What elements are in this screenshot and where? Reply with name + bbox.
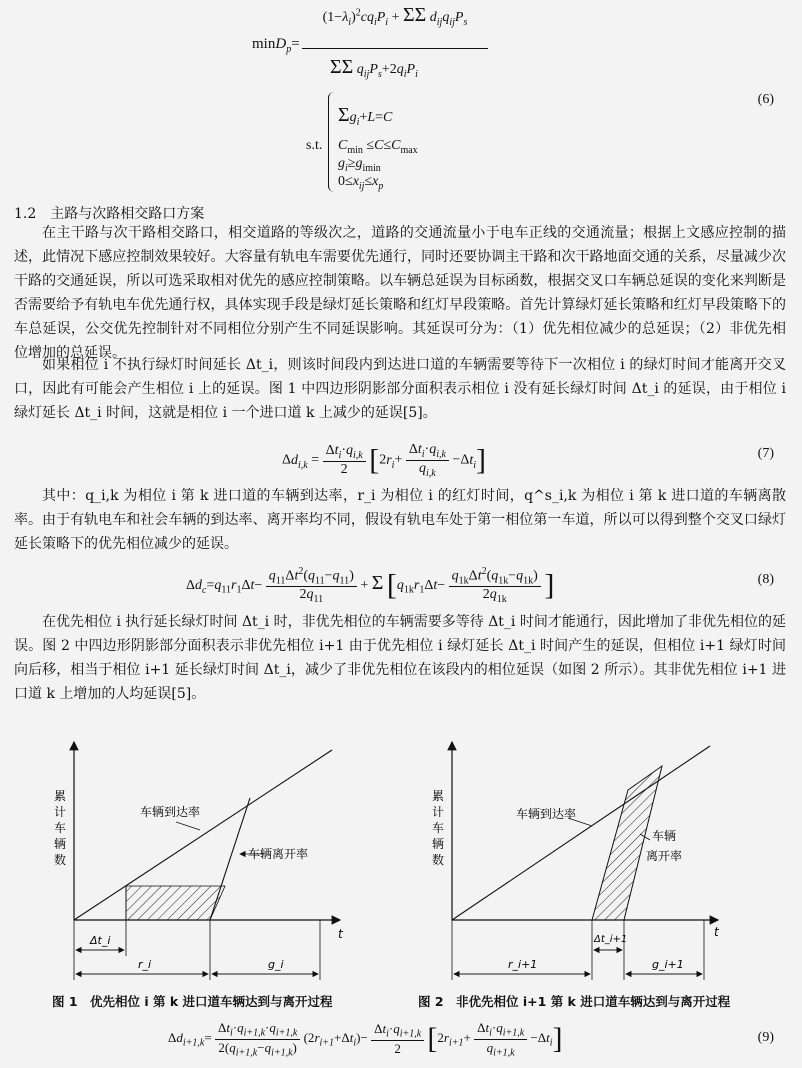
fig2-dt-label: Δt_i+1 [594,934,628,945]
fig2-ylabel-5: 数 [432,853,445,867]
eq6-st-label: s.t. [306,138,323,153]
eq6-numerator: $(1-\lambda_i)^2cq_iP_i + \Sigma\Sigma$ $d_{ij}q_{ij}P_s$ [322,4,468,28]
eq9-number: (9) [757,1030,774,1045]
fig1-arrival-label: 车辆到达率 [140,805,201,819]
fig2-t-label: t [714,925,719,939]
fig2-r-label: r_i+1 [508,958,538,971]
equation-6 [0,0,802,200]
fig1-ylabel-2: 计 [54,805,67,819]
fig2-g-label: g_i+1 [652,958,684,971]
equation-8: $\Delta d_c=q_{11}r_1\Delta t-$ $\frac{q_{11}\Delta t^2(q_{11}-q_{11})}{2q_{11}}$ + Σ [$q_{1k}r_1\Delta t-$ $\frac{q_{1k}\Delta t^2(q_{1k}-q_{1k})}{2q_{1k}}$ ] (8) [186,566,774,606]
fig2-ylabel-1: 累 [432,789,445,803]
fig1-g-label: g_i [268,958,284,971]
equation-9: $\Delta d_{i+1,k}=$ $\frac{\Delta t_i\cdot q_{i+1,k}\cdot q_{i+1,k}}{2(q_{i+1,k}-q_{i+1,k})}$ $(2r_{i+1}+\Delta t_i)-$ $\frac{\Delta t_i\cdot q_{i+1,k}}{2}$ [$2r_{i+1}+$ $\frac{\Delta t_i\cdot q_{i+1,k}}{q_{i+1,k}}$ $-\Delta t_i$] (9) [168,1020,774,1059]
figure-2 [418,730,738,990]
fig1-hatched-region [126,886,225,920]
eq7-number: (7) [757,446,774,461]
fig2-departure-label-2: 离开率 [646,849,683,863]
eq6-constraint-3: $g_i\ge g_{imin}$ [338,156,381,174]
eq6-brace [328,92,337,192]
fig2-arrival-label: 车辆到达率 [516,807,577,821]
equation-7: $\Delta d_{i,k}$ = $\frac{\Delta t_i\cdot q_{i,k}}{2}$ [$2r_i+$ $\frac{\Delta t_i\cdot q_{i,k}}{q_{i,k}}$ $-\Delta t_i$] (7) [282,442,774,479]
fig2-ylabel-4: 辆 [432,837,445,851]
eq6-lhs: minD$_p$= [252,36,300,55]
eq6-constraint-1: $\Sigma g_i+L=C$ [338,104,393,128]
figure-1 [40,730,360,990]
figure-2-caption: 图 2 非优先相位 i+1 第 k 进口道车辆达到与离开过程 [418,994,731,1009]
fig2-ylabel-2: 计 [432,805,445,819]
eq6-constraint-4: $0\le x_{ij}\le x_p$ [338,174,384,192]
eq8-number: (8) [757,572,774,587]
eq6-denominator: ΣΣ $q_{ij}P_s+2q_iP_i$ [330,56,418,80]
eq6-number: (6) [757,92,774,107]
fig1-r-label: r_i [138,958,152,971]
fig1-t-label: t [338,927,343,941]
section-heading: 1.2 主路与次路相交路口方案 [14,206,205,222]
paragraph-3: 其中：q_i,k 为相位 i 第 k 进口道的车辆到达率，r_i 为相位 i 的红灯时间，q^s_i,k 为相位 i 第 k 进口道的车辆离散率。 [14,488,786,528]
figure-1-caption: 图 1 优先相位 i 第 k 进口道车辆达到与离开过程 [52,994,333,1009]
eq6-fraction-bar [302,48,488,49]
fig1-ylabel-3: 车 [54,821,67,835]
paragraph-2: 如果相位 i 不执行绿灯时间延长 Δt_i，则该时间段内到达进口道的车辆需要等待下一次相位 i 的绿灯时间才能离开交叉口，因此有可能会产生相位 i 上的延误。图 1 中四边形阴影部分面积表示相位 i 没有延长绿灯时间 Δt_i 的延误，由于相位 i 绿灯延长 Δt_i 时间，这就是相位 i 一个进口道 k 上减少的延误[5]。 [14,357,786,421]
fig2-ylabel-3: 车 [432,821,445,835]
fig2-departure-label-1: 车辆 [652,829,677,843]
paragraph-4: 由于有轨电车和社会车辆的到达率、离开率均不同，假设有轨电车处于第一相位第一车道，所以可以得到整个交叉口绿灯延长策略下的优先相位减少的延误。 [14,512,786,552]
fig1-dt-label: Δt_i [90,934,111,947]
eq6-constraint-2: $C_{min} \le C\le C_{max}$ [338,138,418,156]
paragraph-5: 在优先相位 i 执行延长绿灯时间 Δt_i 时，非优先相位的车辆需要多等待 Δt_i 时间才能通行，因此增加了非优先相位的延误。图 2 中四边形阴影部分面积表示非优先相位 i+1 由于优先相位 i 绿灯延长 Δt_i 时间产生的延误，但相位 i+1 绿灯时间向后移，相当于相位 i+1 延长绿灯时间 Δt_i，减少了非优先相位在该段内的相位延误（如图 2 所示）。其非优先相位 i+1 进口道 k 上增加的人均延误[5]。 [14,614,786,702]
fig1-ylabel-1: 累 [54,789,67,803]
paragraph-1: 在主干路与次干路相交路口，相交道路的等级次之，道路的交通流量小于电车正线的交通流量；根据上文感应控制的描述，此情况下感应控制效果较好。大容量有轨电车需要优先通行，同时还要协调主干路和次干路地面交通的关系，尽量减少次干路的交通延误，所以可选采取相对优先的感应控制策略。以车辆总延误为目标函数，根据交叉口车辆总延误的变化来判断是否需要给予有轨电车优先通行权，具体实现手段是绿灯延长策略和红灯早段策略。首先计算绿灯延长策略和红灯早段策略下的车总延误，公交优先控制针对不同相位分别产生不同延误影响。其延误可分为：（1）优先相位减少的总延误；（2）非优先相位增加的总延误。 [14,225,786,361]
fig1-ylabel-4: 辆 [54,837,67,851]
fig2-hatched-region [592,766,662,920]
fig1-ylabel-5: 数 [54,853,67,867]
fig1-departure-label: 车辆离开率 [248,847,309,861]
